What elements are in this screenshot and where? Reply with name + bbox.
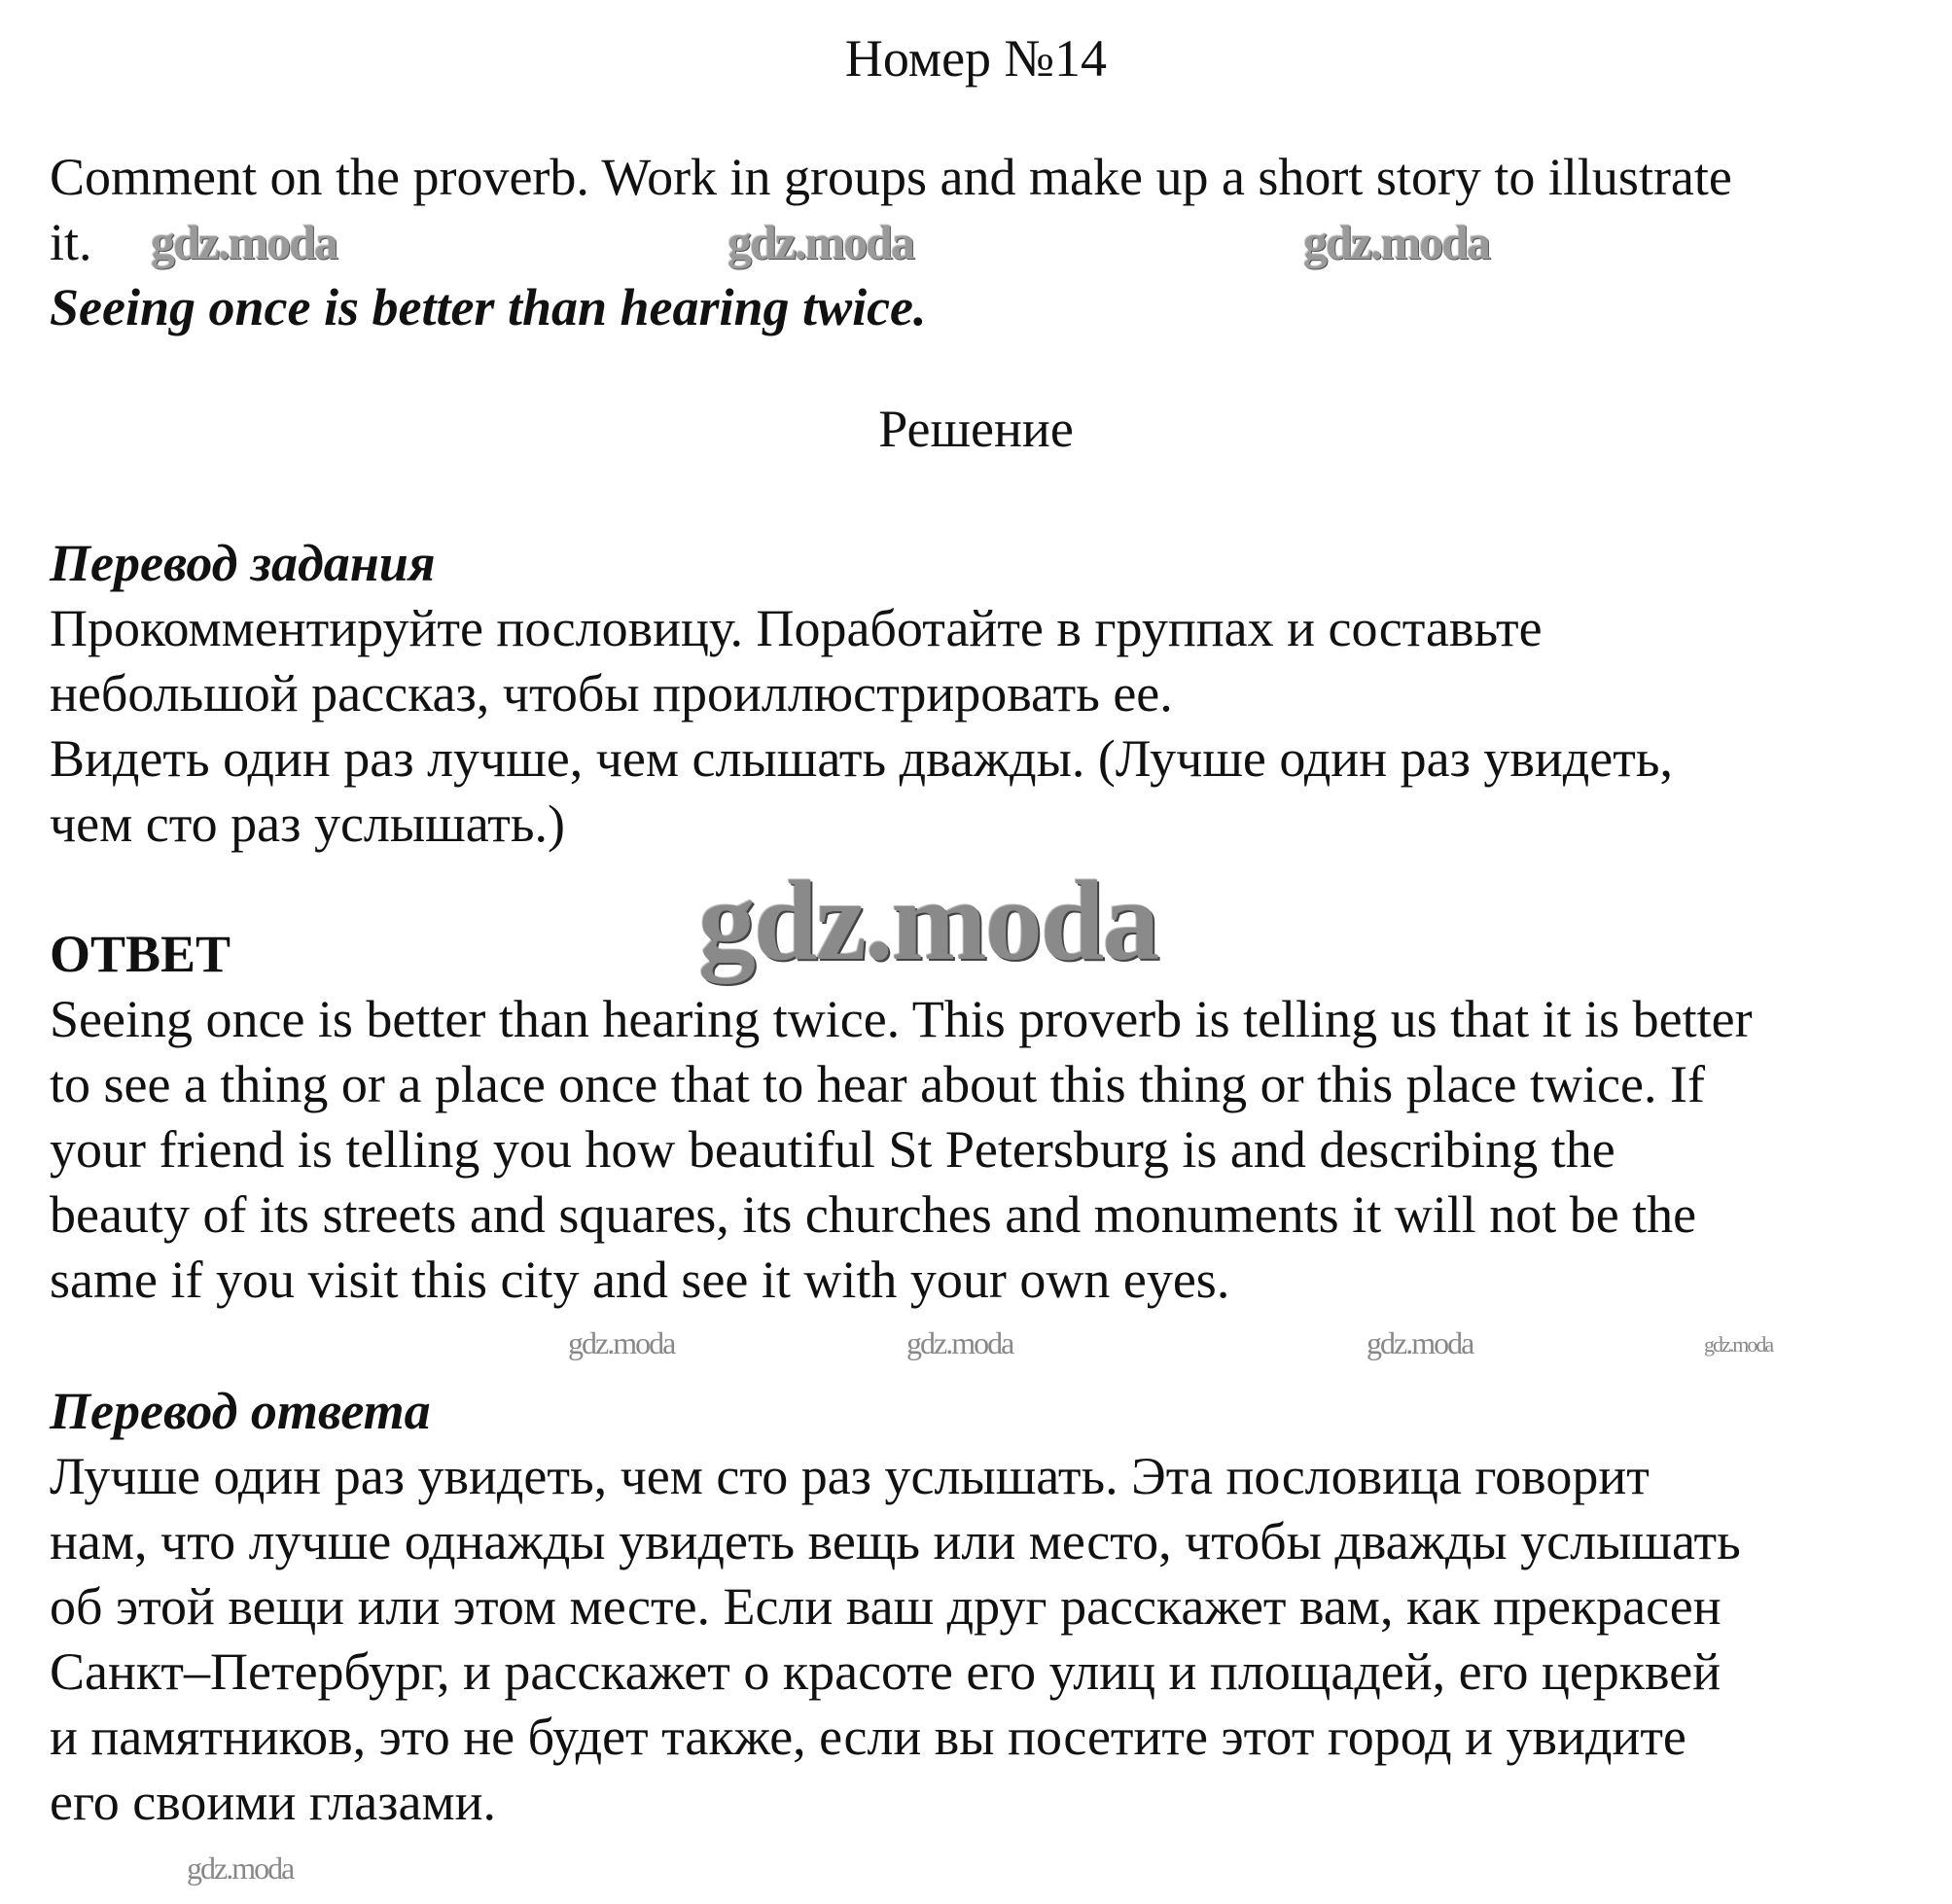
answer-translation-line: Лучше один раз увидеть, чем сто раз услышать. Эта пословица говорит <box>50 1447 1650 1505</box>
watermark: gdz.moda <box>1303 215 1489 269</box>
watermark: gdz.moda <box>187 1851 294 1886</box>
proverb: Seeing once is better than hearing twice. <box>50 278 927 336</box>
watermark: gdz.moda <box>906 1325 1013 1360</box>
task-line: it. <box>50 213 92 271</box>
answer-line: your friend is telling you how beautiful St Petersburg is and describing the <box>50 1120 1615 1179</box>
answer-translation-line: его своими глазами. <box>50 1773 497 1831</box>
answer-heading: ОТВЕТ <box>50 925 231 983</box>
answer-translation-line: Санкт–Петербург, и расскажет о красоте его улиц и площадей, его церквей <box>50 1642 1721 1701</box>
watermark: gdz.moda <box>698 857 1158 984</box>
answer-line: Seeing once is better than hearing twice. This proverb is telling us that it is better <box>50 990 1753 1048</box>
watermark: gdz.moda <box>1366 1325 1473 1360</box>
answer-translation-line: и памятников, это не будет также, если вы посетите этот город и увидите <box>50 1708 1686 1766</box>
task-translation-line: чем сто раз услышать.) <box>50 794 566 853</box>
task-translation-line: небольшой рассказ, чтобы проиллюстрировать ее. <box>50 664 1173 723</box>
watermark: gdz.moda <box>1704 1332 1773 1357</box>
answer-translation-heading: Перевод ответа <box>50 1382 431 1440</box>
answer-translation-line: об этой вещи или этом месте. Если ваш друг расскажет вам, как прекрасен <box>50 1577 1721 1636</box>
answer-translation-line: нам, что лучше однажды увидеть вещь или место, чтобы дважды услышать <box>50 1512 1741 1570</box>
solution-heading: Решение <box>878 400 1074 458</box>
task-translation-heading: Перевод задания <box>50 534 436 592</box>
watermark: gdz.moda <box>728 215 913 269</box>
task-line: Comment on the proverb. Work in groups and make up a short story to illustrate <box>50 148 1732 206</box>
answer-line: to see a thing or a place once that to hear about this thing or this place twice. If <box>50 1055 1705 1113</box>
answer-line: same if you visit this city and see it with your own eyes. <box>50 1251 1230 1309</box>
watermark: gdz.moda <box>151 215 337 269</box>
answer-line: beauty of its streets and squares, its churches and monuments it will not be the <box>50 1185 1697 1244</box>
task-translation-line: Видеть один раз лучше, чем слышать дважды. (Лучше один раз увидеть, <box>50 729 1673 788</box>
watermark: gdz.moda <box>568 1325 675 1360</box>
page-title: Номер №14 <box>844 29 1108 88</box>
task-translation-line: Прокомментируйте пословицу. Поработайте в группах и составьте <box>50 599 1543 657</box>
